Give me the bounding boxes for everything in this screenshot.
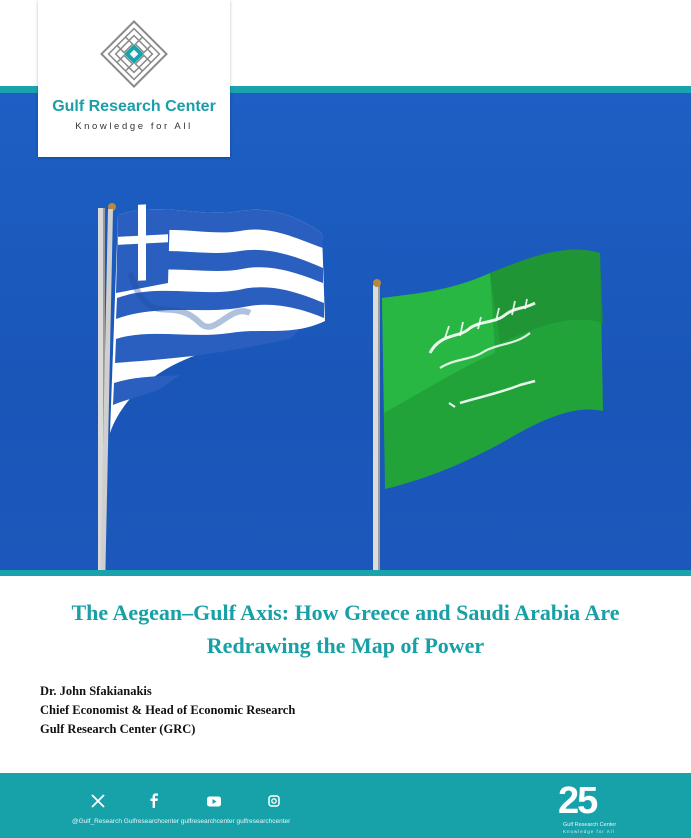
document-title	[20, 596, 671, 662]
anniversary-badge-name: Gulf Research Center	[563, 822, 617, 828]
x-icon[interactable]	[88, 793, 108, 809]
anniversary-badge-tagline: Knowledge for All	[563, 829, 615, 834]
social-handles: @Gulf_Research Gulfresearchcenter gulfresearchcenter gulfresearchcenter	[72, 818, 291, 825]
anniversary-badge-number: 25	[558, 780, 597, 822]
author-role: Chief Economist & Head of Economic Research	[40, 703, 296, 717]
title-line-1: The Aegean–Gulf Axis: How Greece and Saudi Arabia Are	[71, 600, 620, 625]
grc-logo-icon	[100, 20, 168, 88]
logo-tagline: Knowledge for All	[75, 121, 193, 132]
author-block	[40, 682, 295, 739]
greece-and-saudi-flags-image	[0, 93, 691, 570]
footer	[0, 773, 691, 838]
title-line-2: Redrawing the Map of Power	[206, 633, 485, 658]
logo-card[interactable]	[38, 0, 230, 157]
youtube-icon[interactable]	[204, 793, 224, 809]
bottom-accent-bar	[0, 570, 691, 576]
author-organization: Gulf Research Center (GRC)	[40, 722, 196, 736]
logo-name: Gulf Research Center	[52, 98, 216, 115]
author-name: Dr. John Sfakianakis	[40, 684, 152, 698]
facebook-icon[interactable]	[144, 793, 164, 809]
instagram-icon[interactable]	[264, 793, 284, 809]
hero-image	[0, 93, 691, 570]
